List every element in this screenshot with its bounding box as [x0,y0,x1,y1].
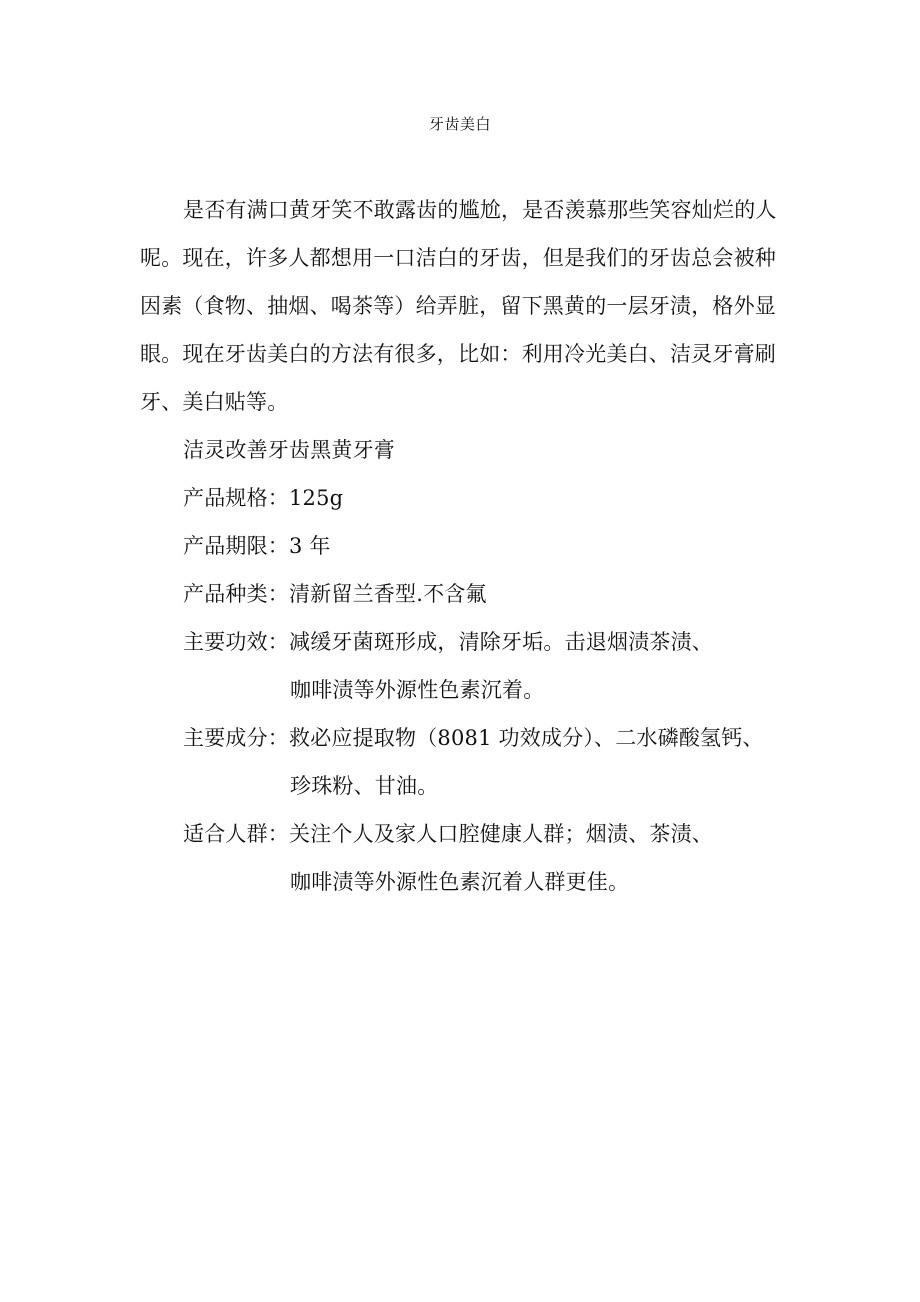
spec-label: 主要功效： [183,630,289,654]
spec-label: 产品期限： [183,534,289,558]
spec-continuation: 珍珠粉、甘油。 [290,774,439,798]
intro-line: 眼。现在牙齿美白的方法有很多，比如：利用冷光美白、洁灵牙膏刷 [140,342,776,366]
spec-row-shelf-life [183,532,331,560]
spec-row-size [183,484,343,512]
intro-line: 呢。现在，许多人都想用一口洁白的牙齿，但是我们的牙齿总会被种 [140,246,776,270]
spec-label: 产品种类： [183,582,289,606]
spec-value: 救必应提取物（8081 功效成分）、二水磷酸氢钙、 [289,726,764,750]
spec-continuation: 咖啡渍等外源性色素沉着。 [290,678,545,702]
spec-continuation: 咖啡渍等外源性色素沉着人群更佳。 [290,870,630,894]
document-title: 牙齿美白 [428,115,491,133]
spec-row-audience [183,820,713,848]
spec-value: 减缓牙菌斑形成，清除牙垢。击退烟渍茶渍、 [289,630,713,654]
spec-label: 适合人群： [183,822,289,846]
spec-row-ingredients [183,724,764,752]
spec-value: 125g [289,486,344,510]
spec-row-type [183,580,487,608]
spec-label: 主要成分： [183,726,289,750]
intro-line: 牙、美白贴等。 [140,390,289,414]
intro-line: 是否有满口黄牙笑不敢露齿的尴尬，是否羡慕那些笑容灿烂的人 [183,198,777,222]
spec-row-effects [183,628,713,656]
product-name: 洁灵改善牙齿黑黄牙膏 [183,438,395,462]
spec-value: 3 年 [289,534,331,558]
spec-value: 清新留兰香型.不含氟 [289,582,487,606]
spec-label: 产品规格： [183,486,289,510]
spec-value: 关注个人及家人口腔健康人群；烟渍、茶渍、 [289,822,713,846]
intro-line: 因素（食物、抽烟、喝茶等）给弄脏，留下黑黄的一层牙渍，格外显 [140,294,776,318]
